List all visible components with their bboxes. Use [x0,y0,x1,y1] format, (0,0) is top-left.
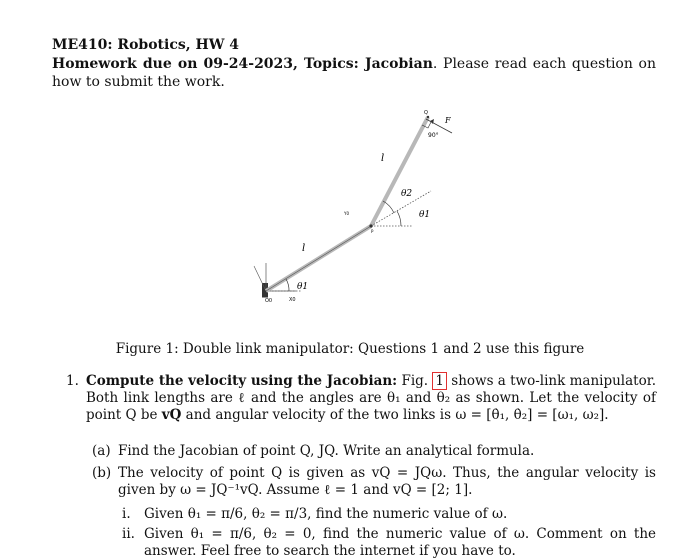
question-1-part-a [92,443,656,460]
question-1-text-b: shows a two-link manipulator. Both link lengths are ℓ and the angles are θ₁ and θ₂ as shown. Let the velocity of point Q be [86,373,656,423]
question-1-part-b-i [122,506,656,523]
question-1-heading: Compute the velocity using the Jacobian: [86,373,398,389]
figure-caption: Figure 1: Double link manipulator: Questions 1 and 2 use this figure [115,341,585,357]
joint2-ref-label: Y0 [344,211,349,216]
manipulator-figure [244,103,451,313]
question-1 [66,373,656,424]
link1-length-label: l [302,243,306,254]
question-1-part-b-ii [122,526,656,560]
link-1-edge [266,226,371,291]
part-b-label: (b) [92,465,112,481]
theta1-joint2-label: θ1 [419,210,431,220]
y-axis-tilted [254,266,266,291]
question-1-text-c: and angular velocity of the two links is ω = [θ̇₁, θ̇₂] = [ω₁, ω₂]. [181,407,609,423]
part-b-i-label: i. [122,506,131,522]
point-q-label: Q [424,110,428,116]
link2-length-label: l [381,153,385,164]
part-b-ii-label: ii. [122,526,135,542]
part-b-ii-text: Given θ₁ = π/6, θ₂ = 0, find the numeric value of ω. Comment on the answer. Feel free to search the internet if you have to. [144,526,656,559]
joint-2-marker [369,224,372,227]
theta1-base-label: θ1 [297,282,309,292]
vq-symbol: vQ [161,407,182,423]
part-b-i-text: Given θ₁ = π/6, θ₂ = π/3, find the numeric value of ω. [144,506,508,522]
part-a-label: (a) [92,443,111,459]
instructions-text: . Please read each question on how to submit the work. [52,56,657,90]
part-b-text: The velocity of point Q is given as vQ = JQω. Thus, the angular velocity is given by ω = JQ⁻¹vQ. Assume ℓ = 1 and vQ = [2; 1]. [118,465,656,498]
figure-reference-link[interactable]: 1 [432,372,447,390]
right-angle-label: 90° [428,132,439,139]
point-q-marker [427,116,429,118]
question-1-number: 1. [66,373,79,389]
question-1-body [86,373,656,424]
question-1-text-a: Fig. [397,373,433,389]
origin-label: O0 [265,298,273,304]
force-label: F [445,116,451,125]
question-1-part-b [92,465,656,499]
header-description [52,55,656,91]
theta1-joint2-arc [397,211,401,226]
theta1-base-arc [286,279,289,291]
x-axis-label: X0 [289,297,296,303]
page-title: ME410: Robotics, HW 4 [52,37,240,53]
theta2-label: θ2 [401,189,413,199]
joint2-label: P [371,229,374,234]
part-a-text: Find the Jacobian of point Q, JQ. Write an analytical formula. [118,443,535,459]
due-date-label: Homework due on 09-24-2023, Topics: Jacobian [52,56,433,72]
